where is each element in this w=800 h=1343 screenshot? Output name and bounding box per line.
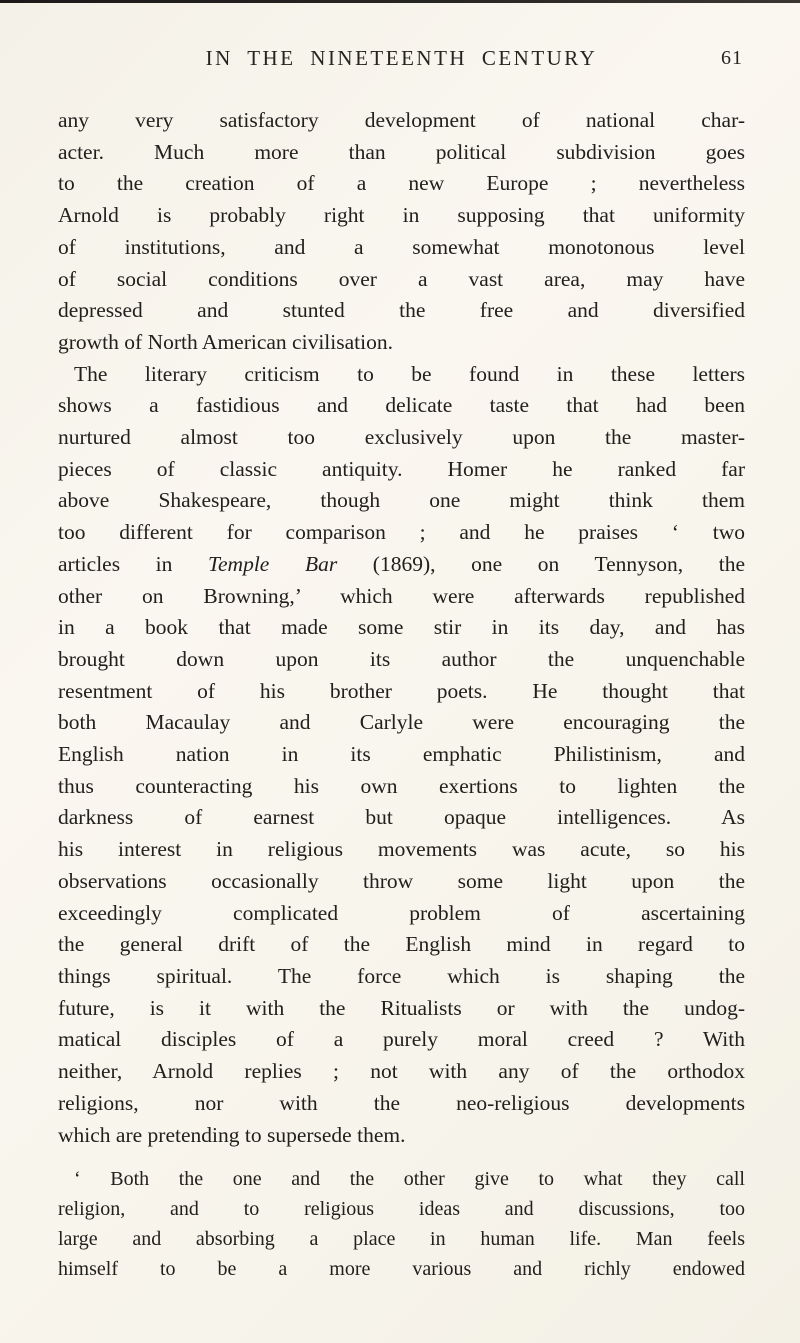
text-run: other on Browning,’ which were afterwards republished	[58, 583, 745, 608]
text-run: exceedingly complicated problem of ascertaining	[58, 900, 745, 925]
text-line	[58, 485, 745, 517]
text-run: thus counteracting his own exertions to lighten the	[58, 773, 745, 798]
text-run: of social conditions over a vast area, may have	[58, 266, 745, 291]
text-run: any very satisfactory development of national char-	[58, 108, 745, 132]
text-line	[58, 359, 745, 391]
text-line	[58, 1225, 745, 1255]
text-line	[58, 549, 745, 581]
text-line	[58, 1024, 745, 1056]
text-line	[58, 137, 745, 169]
text-run: of institutions, and a somewhat monotonous level	[58, 234, 745, 259]
text-line	[58, 422, 745, 454]
text-line	[58, 168, 745, 200]
text-line	[58, 390, 745, 422]
text-line	[58, 834, 745, 866]
text-run: acter. Much more than political subdivision goes	[58, 139, 745, 164]
text-run: darkness of earnest but opaque intelligences. As	[58, 805, 745, 830]
italic-text-run: Temple Bar	[208, 551, 338, 576]
text-run: articles in	[58, 551, 209, 576]
text-line	[58, 105, 745, 137]
text-run: depressed and stunted the free and diversified	[58, 298, 745, 323]
text-line	[58, 517, 745, 549]
text-line	[58, 929, 745, 961]
text-line	[58, 1195, 745, 1225]
text-run: religions, nor with the neo-religious developments	[58, 1090, 745, 1115]
page-body	[58, 105, 745, 1284]
text-run: his interest in religious movements was acute, so his	[58, 837, 745, 862]
text-run: nurtured almost too exclusively upon the master-	[58, 425, 745, 450]
text-line	[58, 898, 745, 930]
text-run: himself to be a more various and richly endowed	[58, 1257, 745, 1280]
text-run: (1869), one on Tennyson, the	[337, 551, 746, 576]
page-header	[58, 46, 745, 71]
text-line	[58, 1056, 745, 1088]
page-title: IN THE NINETEENTH CENTURY	[205, 46, 598, 70]
text-run: in a book that made some stir in its day, and has	[58, 615, 745, 640]
text-line	[58, 961, 745, 993]
text-run: future, is it with the Ritualists or with the undog-	[58, 995, 745, 1020]
text-run: too different for comparison ; and he praises ‘ two	[58, 520, 745, 545]
text-run: both Macaulay and Carlyle were encouraging the	[58, 710, 745, 735]
text-run: neither, Arnold replies ; not with any of the orthodox	[58, 1059, 745, 1084]
text-line	[58, 676, 745, 708]
text-line	[58, 644, 745, 676]
text-line	[58, 327, 745, 359]
text-line	[58, 1088, 745, 1120]
text-run: religion, and to religious ideas and discussions, too	[58, 1198, 745, 1220]
quote-paragraph	[58, 1165, 745, 1284]
text-line	[58, 771, 745, 803]
text-line	[58, 993, 745, 1025]
page-number: 61	[721, 47, 743, 69]
text-run: The literary criticism to be found in these letters	[74, 361, 745, 386]
text-run: the general drift of the English mind in regard to	[58, 932, 745, 957]
text-line	[58, 295, 745, 327]
text-run: which are pretending to supersede them.	[58, 1122, 406, 1147]
text-line	[58, 200, 745, 232]
text-line	[58, 707, 745, 739]
text-line	[58, 454, 745, 486]
text-run: shows a fastidious and delicate taste that had been	[58, 393, 745, 418]
text-line	[58, 581, 745, 613]
text-run: large and absorbing a place in human life. Man feels	[58, 1227, 745, 1250]
text-run: to the creation of a new Europe ; nevertheless	[58, 171, 745, 196]
text-line	[58, 866, 745, 898]
text-run: observations occasionally throw some light upon the	[58, 868, 745, 893]
text-line	[58, 1165, 745, 1195]
text-line	[58, 1120, 745, 1152]
text-run: growth of North American civilisation.	[58, 329, 393, 354]
scan-edge-artifact	[0, 0, 800, 3]
text-line	[58, 264, 745, 296]
text-line	[58, 802, 745, 834]
text-line	[58, 232, 745, 264]
text-run: brought down upon its author the unquenchable	[58, 646, 745, 671]
text-run: pieces of classic antiquity. Homer he ranked far	[58, 456, 745, 481]
text-run: Arnold is probably right in supposing that uniformity	[58, 203, 745, 228]
paragraph-literary-criticism	[58, 359, 745, 1152]
text-line	[58, 612, 745, 644]
text-run: English nation in its emphatic Philistinism, and	[58, 742, 745, 767]
text-run: above Shakespeare, though one might think them	[58, 488, 745, 513]
text-line	[58, 1255, 745, 1285]
text-run: things spiritual. The force which is shaping the	[58, 963, 745, 988]
text-run: resentment of his brother poets. He thought that	[58, 678, 745, 703]
text-run: ‘ Both the one and the other give to what they call	[74, 1168, 745, 1191]
book-page	[58, 46, 745, 1284]
text-run: matical disciples of a purely moral creed ? With	[58, 1027, 745, 1052]
paragraph-national-character	[58, 105, 745, 359]
text-line	[58, 739, 745, 771]
